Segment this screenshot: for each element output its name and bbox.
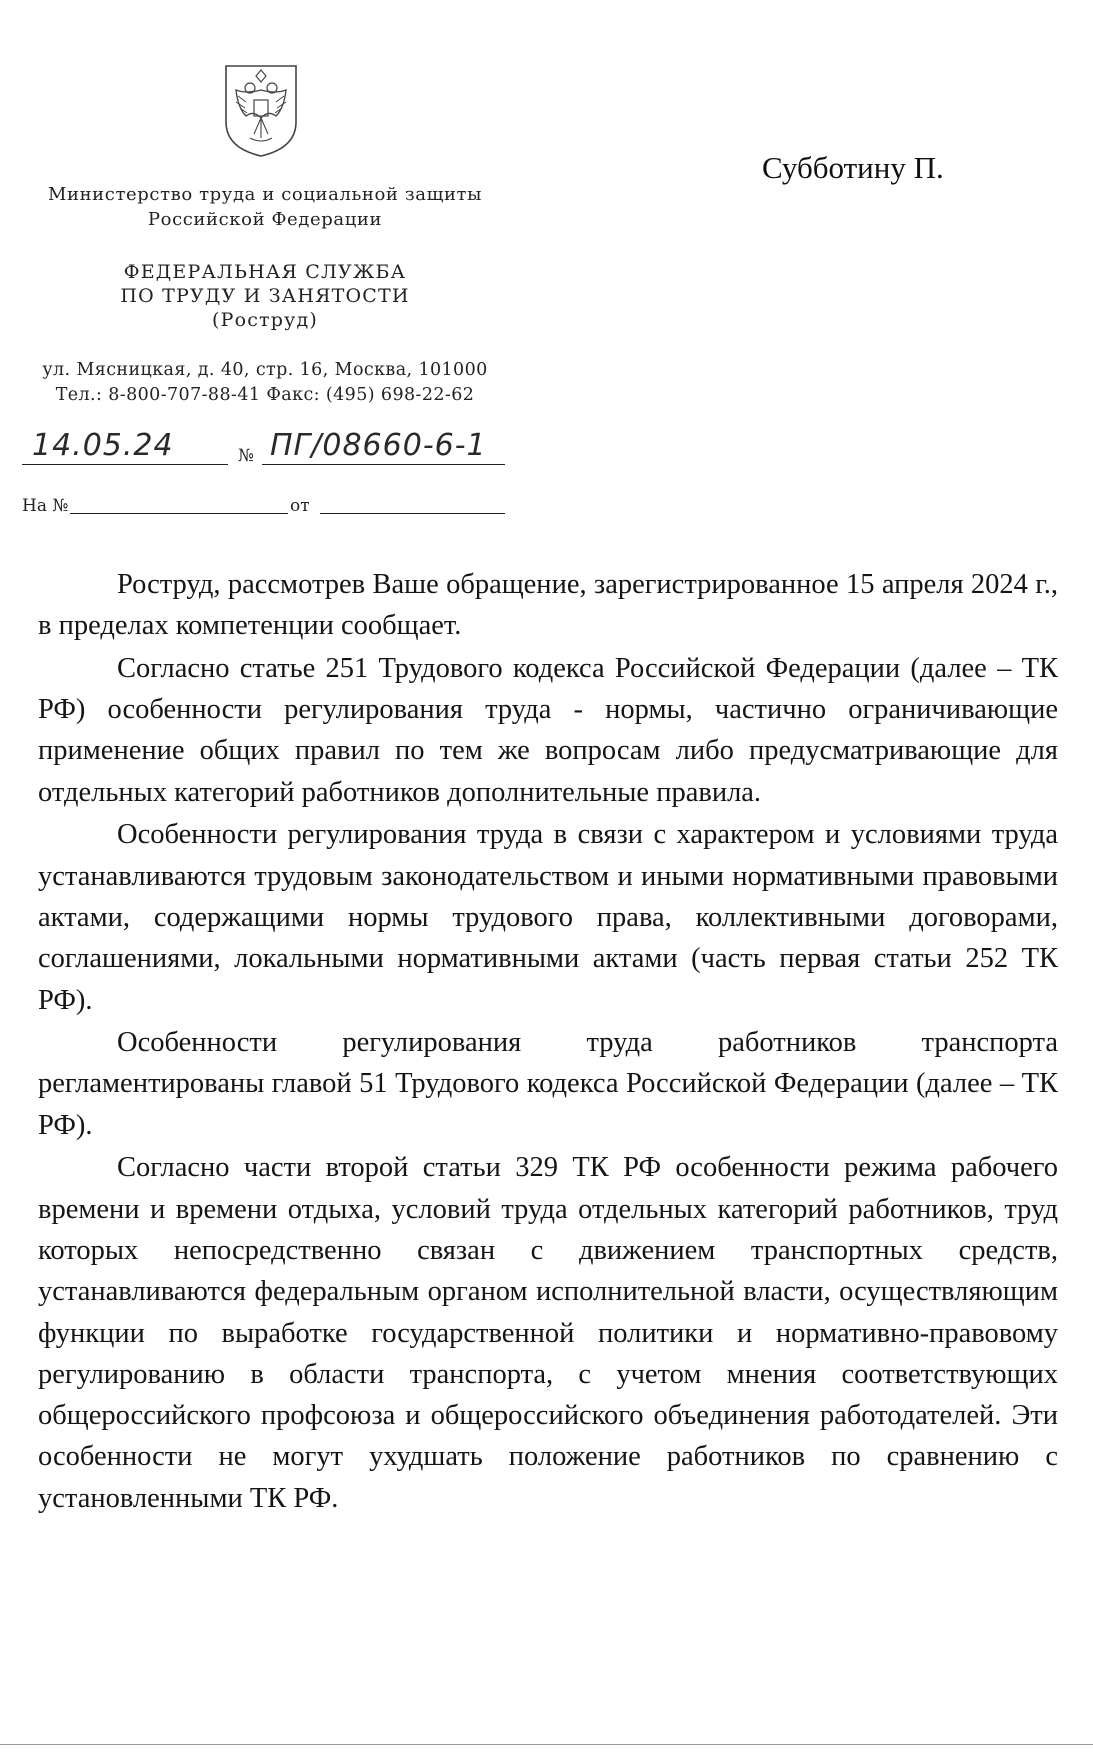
service-name bbox=[30, 260, 500, 332]
reference-label: На № bbox=[22, 496, 69, 516]
body-paragraph: Роструд, рассмотрев Ваше обращение, зарегистрированное 15 апреля 2024 г., в пределах компетенции сообщает. bbox=[38, 569, 1058, 642]
body-paragraph: Согласно статье 251 Трудового кодекса Российской Федерации (далее – ТК РФ) особенности регулирования труда - нормы, частично ограничивающие применение общих правил по тем же вопросам либо предусматривающие для отдельных категорий работников дополнительные правила. bbox=[38, 652, 1058, 808]
outgoing-date: 14.05.24 bbox=[32, 428, 174, 463]
reference-date-line bbox=[320, 513, 505, 514]
date-underline bbox=[22, 464, 228, 465]
service-short-name: (Роструд) bbox=[211, 309, 319, 331]
number-label: № bbox=[238, 446, 255, 466]
coat-of-arms-icon bbox=[216, 60, 306, 160]
body-paragraph: Особенности регулирования труда работников транспорта регламентированы главой 51 Трудового кодекса Российской Федерации (далее – ТК РФ). bbox=[38, 1027, 1058, 1141]
phone-fax-line: Тел.: 8-800-707-88-41 Факс: (495) 698-22-62 bbox=[55, 385, 475, 405]
service-line-2: ПО ТРУДУ И ЗАНЯТОСТИ bbox=[120, 285, 410, 307]
outgoing-number: ПГ/08660-6-1 bbox=[270, 428, 487, 463]
ministry-name bbox=[30, 182, 500, 232]
from-label: от bbox=[290, 496, 310, 516]
page-bottom-edge bbox=[0, 1744, 1093, 1745]
body-paragraph: Особенности регулирования труда в связи с характером и условиями труда устанавливаются трудовым законодательством и иными нормативными правовыми актами, содержащими нормы трудового права, коллективными договорами, соглашениями, локальными нормативными актами (часть первая статьи 252 ТК РФ). bbox=[38, 819, 1058, 1016]
letter-body bbox=[38, 564, 1058, 1520]
address-line: ул. Мясницкая, д. 40, стр. 16, Москва, 101000 bbox=[42, 360, 488, 380]
body-paragraph: Согласно части второй статьи 329 ТК РФ особенности режима рабочего времени и времени отдыха, условий труда отдельных категорий работников, труд которых непосредственно связан с движением транспортных средств, устанавливаются федеральным органом исполнительной власти, осуществляющим функции по выработке государственной политики и нормативно-правовому регулированию в области транспорта, с учетом мнения соответствующих общероссийского профсоюза и общероссийского объединения работодателей. Эти особенности не могут ухудшать положение работников по сравнению с установленными ТК РФ. bbox=[38, 1152, 1058, 1514]
number-underline bbox=[262, 464, 505, 465]
recipient-name: Субботину П. bbox=[762, 150, 944, 185]
ministry-line-2: Российской Федерации bbox=[147, 209, 383, 230]
service-line-1: ФЕДЕРАЛЬНАЯ СЛУЖБА bbox=[123, 261, 407, 283]
ministry-line-1: Министерство труда и социальной защиты bbox=[47, 184, 483, 205]
service-address bbox=[30, 358, 500, 408]
reference-number-line bbox=[70, 513, 288, 514]
